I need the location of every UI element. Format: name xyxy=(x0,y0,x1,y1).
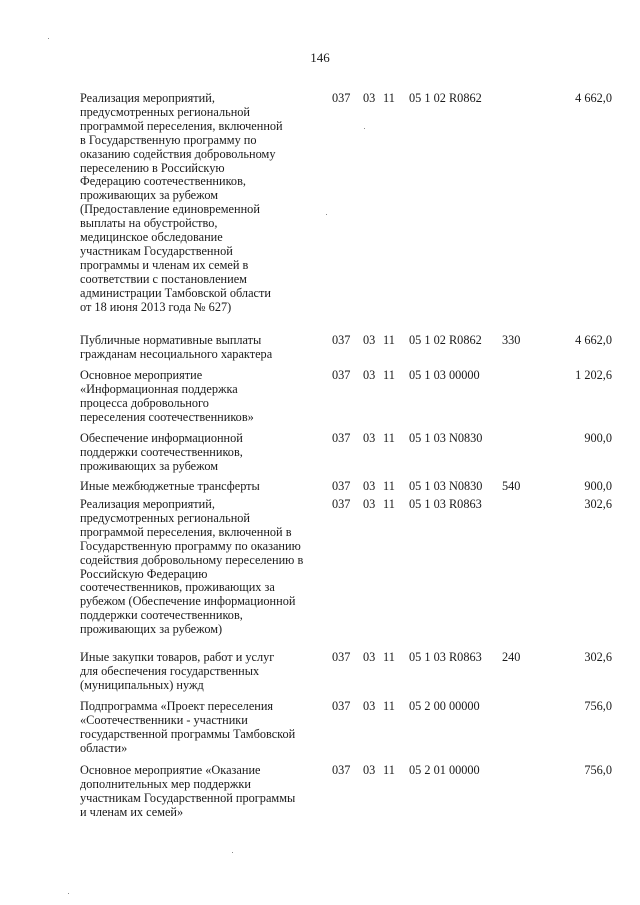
podrazdel-code: 11 xyxy=(383,763,395,777)
page-number: 146 xyxy=(310,50,330,65)
amount: 302,6 xyxy=(584,650,612,664)
row-name-line: Обеспечение информационной xyxy=(80,431,243,445)
row-name-line: поддержки соотечественников, xyxy=(80,608,243,623)
row-name-line: соответствии с постановлением xyxy=(80,271,247,286)
amount: 900,0 xyxy=(584,431,612,445)
target-article-code: 05 1 02 R0862 xyxy=(409,333,482,347)
row-name xyxy=(80,700,325,756)
row-name-line: Реализация мероприятий, xyxy=(80,497,215,511)
row-name-line: предусмотренных региональной xyxy=(80,104,251,119)
vedomstvo-code: 037 xyxy=(332,650,351,664)
amount: 1 202,6 xyxy=(575,368,612,382)
row-name-line: проживающих за рубежом xyxy=(80,188,219,203)
row-name-line: области» xyxy=(80,740,128,755)
row-name-line: Российскую Федерацию xyxy=(80,566,208,581)
row-name-line: дополнительных мер поддержки xyxy=(80,776,251,791)
row-name-line: программой переселения, включенной xyxy=(80,118,283,133)
row-name-line: переселения соотечественников» xyxy=(80,409,254,424)
row-name-line: содействия добровольному переселению в xyxy=(80,552,304,567)
row-name-line: Основное мероприятие «Оказание xyxy=(80,763,261,777)
row-name xyxy=(80,764,325,820)
razdel-code: 03 xyxy=(363,497,376,511)
razdel-code: 03 xyxy=(363,479,376,493)
row-name xyxy=(80,651,325,693)
vedomstvo-code: 037 xyxy=(332,763,351,777)
target-article-code: 05 1 03 R0863 xyxy=(409,650,482,664)
row-name-line: администрации Тамбовской области xyxy=(80,285,271,300)
row-name-line: Государственную программу по оказанию xyxy=(80,538,301,553)
row-name-line: процесса добровольного xyxy=(80,395,209,410)
vedomstvo-code: 037 xyxy=(332,497,351,511)
row-name-line: программы и членам их семей в xyxy=(80,257,249,272)
row-name-line: Иные межбюджетные трансферты xyxy=(80,479,260,493)
podrazdel-code: 11 xyxy=(383,699,395,713)
scan-speck xyxy=(326,214,327,215)
row-name-line: в Государственную программу по xyxy=(80,132,257,147)
amount: 4 662,0 xyxy=(575,333,612,347)
row-name-line: «Соотечественники - участники xyxy=(80,712,248,727)
row-name-line: программой переселения, включенной в xyxy=(80,524,292,539)
row-name xyxy=(80,369,325,425)
target-article-code: 05 2 00 00000 xyxy=(409,699,480,713)
row-name-line: Иные закупки товаров, работ и услуг xyxy=(80,650,275,664)
row-name-line: участникам Государственной программы xyxy=(80,790,296,805)
target-article-code: 05 1 03 N0830 xyxy=(409,431,483,445)
target-article-code: 05 2 01 00000 xyxy=(409,763,480,777)
row-name xyxy=(80,480,325,494)
row-name-line: и членам их семей» xyxy=(80,804,184,819)
row-name-line: Федерацию соотечественников, xyxy=(80,174,246,189)
vedomstvo-code: 037 xyxy=(332,91,351,105)
razdel-code: 03 xyxy=(363,763,376,777)
amount: 756,0 xyxy=(584,763,612,777)
podrazdel-code: 11 xyxy=(383,368,395,382)
scan-speck xyxy=(48,38,49,39)
row-name-line: предусмотренных региональной xyxy=(80,510,251,525)
razdel-code: 03 xyxy=(363,368,376,382)
row-name xyxy=(80,92,325,315)
vedomstvo-code: 037 xyxy=(332,479,351,493)
row-name-line: гражданам несоциального характера xyxy=(80,346,273,361)
row-name-line: рубежом (Обеспечение информационной xyxy=(80,594,296,609)
vedomstvo-code: 037 xyxy=(332,368,351,382)
podrazdel-code: 11 xyxy=(383,91,395,105)
vedomstvo-code: 037 xyxy=(332,699,351,713)
row-name-line: проживающих за рубежом) xyxy=(80,622,223,637)
row-name-line: соотечественников, проживающих за xyxy=(80,580,275,595)
razdel-code: 03 xyxy=(363,91,376,105)
target-article-code: 05 1 03 N0830 xyxy=(409,479,483,493)
amount: 900,0 xyxy=(584,479,612,493)
podrazdel-code: 11 xyxy=(383,479,395,493)
scan-speck xyxy=(232,852,233,853)
razdel-code: 03 xyxy=(363,699,376,713)
row-name-line: медицинское обследование xyxy=(80,230,223,245)
vedomstvo-code: 037 xyxy=(332,333,351,347)
row-name-line: для обеспечения государственных xyxy=(80,663,260,678)
target-article-code: 05 1 03 R0863 xyxy=(409,497,482,511)
scan-speck xyxy=(68,893,69,894)
expense-type-code: 540 xyxy=(502,479,521,493)
scan-speck xyxy=(364,128,365,129)
row-name-line: Подпрограмма «Проект переселения xyxy=(80,699,274,713)
row-name-line: «Информационная поддержка xyxy=(80,381,238,396)
podrazdel-code: 11 xyxy=(383,650,395,664)
podrazdel-code: 11 xyxy=(383,333,395,347)
podrazdel-code: 11 xyxy=(383,497,395,511)
podrazdel-code: 11 xyxy=(383,431,395,445)
row-name-line: проживающих за рубежом xyxy=(80,458,219,473)
expense-type-code: 330 xyxy=(502,333,521,347)
row-name-line: переселению в Российскую xyxy=(80,160,225,175)
row-name-line: государственной программы Тамбовской xyxy=(80,726,296,741)
row-name xyxy=(80,334,325,362)
row-name-line: Основное мероприятие xyxy=(80,368,203,382)
row-name-line: выплаты на обустройство, xyxy=(80,216,218,231)
row-name-line: участникам Государственной xyxy=(80,243,233,258)
row-name xyxy=(80,432,325,474)
row-name-line: от 18 июня 2013 года № 627) xyxy=(80,299,232,314)
razdel-code: 03 xyxy=(363,333,376,347)
expense-type-code: 240 xyxy=(502,650,521,664)
target-article-code: 05 1 03 00000 xyxy=(409,368,480,382)
razdel-code: 03 xyxy=(363,650,376,664)
row-name-line: Публичные нормативные выплаты xyxy=(80,333,262,347)
target-article-code: 05 1 02 R0862 xyxy=(409,91,482,105)
row-name-line: (Предоставление единовременной xyxy=(80,202,260,217)
razdel-code: 03 xyxy=(363,431,376,445)
amount: 4 662,0 xyxy=(575,91,612,105)
row-name-line: поддержки соотечественников, xyxy=(80,444,243,459)
row-name-line: оказанию содействия добровольному xyxy=(80,146,276,161)
vedomstvo-code: 037 xyxy=(332,431,351,445)
row-name xyxy=(80,498,325,637)
amount: 756,0 xyxy=(584,699,612,713)
amount: 302,6 xyxy=(584,497,612,511)
row-name-line: (муниципальных) нужд xyxy=(80,677,204,692)
row-name-line: Реализация мероприятий, xyxy=(80,91,215,105)
